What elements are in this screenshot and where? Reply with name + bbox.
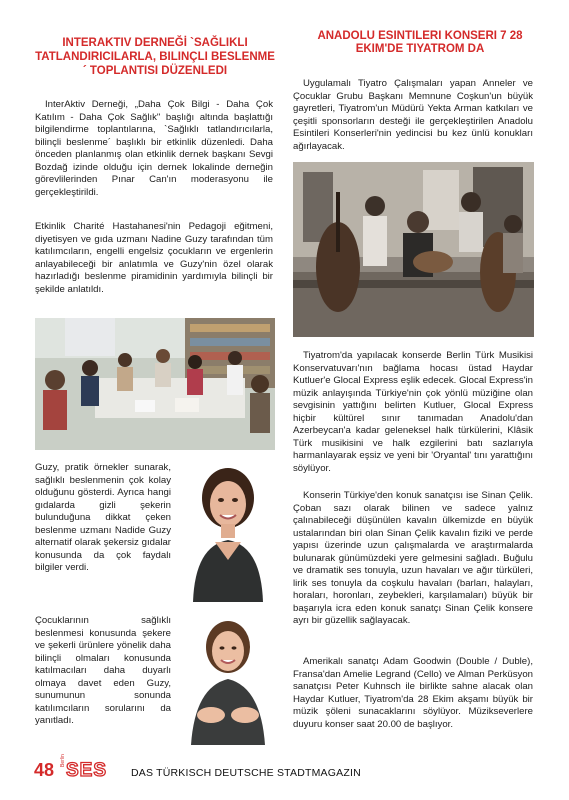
workshop-meeting-photo (35, 318, 275, 450)
ses-logo (60, 754, 124, 781)
nadine-guzy-portrait-photo (181, 460, 275, 602)
right-paragraph-4: Amerikalı sanatçı Adam Goodwin (Double / Duble), Fransa'dan Amelie Legrand (Cello) ve Alman Perküsyon sanatçısı Peter Kuhnsch ile birlikte sahne alacak olan Haydar Kutluer, Tiyatrom'da 28 Ekim akşamı büyük bir müzik şöleni sunacaklarını söylüyor. Müzikseverlere duyuru konser saat 20.00 de başlıyor. (293, 656, 533, 730)
right-article-title: ANADOLU ESINTILERI KONSERI 7 28 EKIM'DE TIYATROM DA (317, 30, 523, 55)
page-number: 48 (34, 760, 55, 780)
left-paragraph-3: Guzy, pratik örnekler sunarak, sağlıklı beslenmenin çok kolay olduğunu gösterdi. Ayrıca hangi gıdalarda gizli şekerin bulunduğuna dikkat çeken beslenme uzmanı Nadide Guzy alternatif olarak şekersiz gıdalar konusunda da çok faydalı bilgiler verdi. (35, 462, 171, 573)
right-paragraph-3: Konserin Türkiye'den konuk sanatçısı ise Sinan Çelik. Çoban sazı olarak bilinen ve sadece yalnız çalınabileceği düşünülen kavalın ülkemizde en büyük ustalarından biri olan Sinan Çelik kavalın fiziki ve perde yapısı üzerinde uzun çalışmalarda ve araştırmalarda bulunarak günümüzdeki yere gelmesini sağladı. Buğulu ve dramatik ses tonuyla, uzun havaları ve ağır türküleri, lirik ses tonuyla da coşkulu havaları (barları, halayları, horaları, horonları, zeybekleri, karşılamaları) büyük bir başarıyla icra eden konuk sanatçı Sinan Çelik konsere ayrı bir güzellik sağlayacak. (293, 490, 533, 626)
concert-musicians-photo (293, 162, 534, 337)
left-article-title: INTERAKTIV DERNEĞİ `SAĞLIKLI TATLANDIRICILARLA, BILINÇLI BESLENME´ TOPLANTISI DÜZENLEDI (35, 37, 275, 77)
left-paragraph-1: InterAktiv Derneği, „Daha Çok Bilgi - Daha Çok Katılım - Daha Çok Sağlık" başlığı altında başlattığı bilgilendirme toplantılarına, `Sağlıklı tatlandırıcılarla, bilinçli beslenme´ başlıklı bir etkinlik düzenledi. Daha önceden planlanmış olan etkinlik dernek başkanı Sevgi Bozdağ izinde olduğu için dernek lokalinde derneğin görevlilerinden Pınar Can'ın moderasyonu ile gerçekleştirildi. (35, 99, 273, 198)
nadine-guzy-gesture-photo (181, 617, 275, 745)
logo-small-text: Berlin (60, 754, 66, 767)
right-paragraph-2: Tiyatrom'da yapılacak konserde Berlin Türk Musikisi Konservatuvarı'nın bağlama hocası üstad Haydar Kutluer'e Glocal Express eşlik edecek. Glocal Express'in müzik anlayışında Türkiye'nin çok yönlü müziğine olan sevgisinin yattığını belirten Kutluer, Glocal Express hiçbir kültürel sınır tanımadan Anadolu'dan Azerbeycan'a kadar geleneksel halk türkülerini, Klâsik Türk musikisini ve halk ezgilerini batı sazlarıyla harmanlayarak eşsiz ve yeni bir 'Oryantal' tını yarattığını söylüyor. (293, 350, 533, 474)
logo-text: SES (66, 760, 108, 781)
magazine-name: DAS TÜRKISCH DEUTSCHE STADTMAGAZIN (131, 767, 361, 779)
left-paragraph-4: Çocuklarının sağlıklı beslenmesi konusunda şekere ve şekerli ürünlere yönelik daha bilinçli olmaları konusunda katılmacıları daha duyarlı olmaya davet eden Guzy, sunumunun sonunda katılımcıların sorularını da yanıtladı. (35, 615, 171, 726)
right-paragraph-1: Uygulamalı Tiyatro Çalışmaları yapan Anneler ve Çocuklar Grubu Başkanı Memnune Coşkun'un büyük gayretleri, Tiyatrom'un Müdürü Yekta Arman katkıları ve çeşitli sponsorların desteği ile gerçekleştirilen Anadolu Esintileri Konserleri'nin yedincisi bu kez ünlü konukları ağırlayacak. (293, 78, 533, 152)
left-paragraph-2: Etkinlik Charité Hastahanesi'nin Pedagoji eğitmeni, diyetisyen ve gıda uzmanı Nadine Guzy tarafından tüm katılımcıların, engelli engelsiz çocukların ve ergenlerin anlayabileceği bir anlatımla ve Guzy'nin özel olarak hazırladığı beslenme piramidinin yardımıyla bilinçli bir şekilde anlatıldı. (35, 221, 273, 295)
